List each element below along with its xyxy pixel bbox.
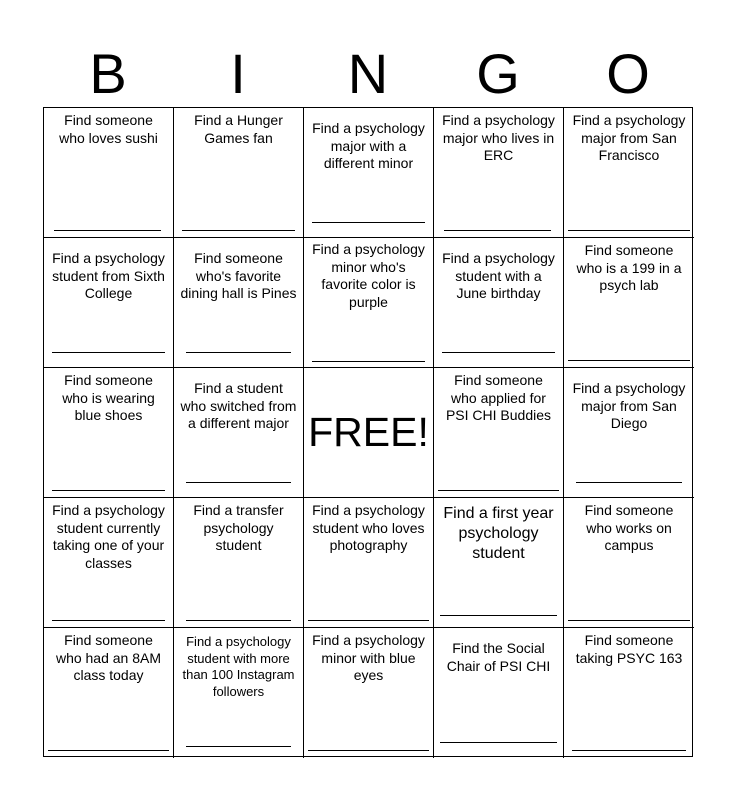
bingo-cell (564, 368, 694, 498)
cell-prompt-line: student from Sixth (52, 267, 165, 284)
cell-prompt-line: who applied for (451, 389, 546, 406)
cell-prompt-line: Find a first year (443, 505, 554, 522)
cell-prompt-line: Find a psychology (572, 380, 686, 396)
bingo-cell (44, 238, 174, 368)
cell-prompt-line: psych lab (599, 277, 659, 293)
cell-prompt (567, 632, 691, 667)
cell-prompt-line: Find a psychology (442, 112, 555, 128)
signature-line (442, 352, 555, 353)
bingo-cell (304, 368, 434, 498)
cell-prompt-line: student with more (187, 650, 290, 666)
signature-line (54, 230, 161, 231)
cell-prompt-line: ERC (483, 147, 514, 163)
cell-prompt-line: campus (604, 537, 654, 553)
cell-prompt-line: student (472, 545, 525, 562)
cell-prompt-line: Diego (610, 415, 648, 431)
cell-prompt-line: major who lives in (442, 129, 555, 146)
bingo-cell (304, 238, 434, 368)
signature-line (312, 222, 425, 223)
cell-prompt-line: major from San (581, 129, 677, 146)
signature-line (572, 750, 686, 751)
signature-line (444, 230, 551, 231)
cell-prompt-line: who switched from (180, 397, 297, 414)
cell-prompt-line: who had an 8AM (55, 649, 162, 666)
cell-prompt (567, 112, 691, 165)
cell-prompt-line: than 100 Instagram (182, 667, 295, 682)
cell-prompt (307, 632, 430, 685)
bingo-cell (44, 628, 174, 758)
cell-prompt-line: psychology (458, 525, 539, 542)
cell-prompt (47, 250, 170, 303)
cell-prompt (307, 502, 430, 555)
signature-line (576, 482, 682, 483)
bingo-cell (44, 368, 174, 498)
cell-prompt-line: Find a psychology (312, 502, 425, 518)
cell-prompt-line: eyes (353, 667, 384, 683)
cell-prompt-line: Find someone (584, 502, 674, 518)
cell-prompt (437, 504, 560, 564)
signature-line (438, 490, 559, 491)
signature-line (440, 615, 557, 616)
signature-line (568, 620, 690, 621)
cell-prompt-line: PSI CHI Buddies (445, 407, 552, 423)
bingo-cell (174, 238, 304, 368)
cell-prompt-line: Francisco (598, 147, 660, 163)
signature-line (48, 750, 169, 751)
cell-prompt-line: Games fan (204, 129, 273, 146)
cell-prompt-line: student with a (455, 267, 542, 284)
bingo-cell (434, 628, 564, 758)
signature-line (52, 490, 165, 491)
bingo-cell (174, 628, 304, 758)
cell-prompt-line: student who loves (312, 519, 425, 536)
bingo-cell (564, 628, 694, 758)
cell-prompt-line: student currently (56, 519, 161, 536)
cell-prompt-line: College (84, 285, 133, 301)
cell-prompt-line: who works on (586, 519, 672, 536)
signature-line (182, 230, 295, 231)
cell-prompt-line: major from San (581, 397, 677, 414)
cell-prompt (437, 250, 560, 303)
bingo-cell (564, 498, 694, 628)
cell-prompt-line: Find someone (64, 112, 153, 128)
cell-prompt-line: psychology (203, 519, 274, 536)
bingo-cell (174, 498, 304, 628)
cell-prompt-line: Find a Hunger (194, 112, 283, 128)
signature-line (186, 746, 291, 747)
cell-prompt (437, 372, 560, 425)
cell-prompt (177, 634, 300, 700)
bingo-header (43, 42, 693, 106)
header-letter-o: O (606, 42, 650, 105)
cell-prompt-line: Find a psychology (52, 502, 165, 518)
cell-prompt-line: Find a psychology (186, 634, 291, 649)
signature-line (440, 742, 557, 743)
bingo-cell (174, 108, 304, 238)
cell-prompt (437, 640, 560, 675)
cell-prompt (307, 241, 430, 311)
cell-prompt-line: Find a student (194, 380, 283, 396)
cell-prompt (437, 112, 560, 165)
cell-prompt-line: Find a psychology (312, 632, 425, 648)
cell-prompt-line: Find a psychology (312, 241, 425, 257)
cell-prompt-line: Find someone (584, 632, 674, 648)
cell-prompt-line: favorite color is (321, 276, 416, 292)
signature-line (52, 352, 165, 353)
cell-prompt (567, 380, 691, 433)
cell-prompt-line: classes (85, 554, 132, 571)
cell-prompt-line: a different major (188, 415, 289, 431)
cell-prompt-line: class today (73, 667, 144, 683)
bingo-cell (564, 108, 694, 238)
cell-prompt (177, 502, 300, 555)
cell-prompt-line: major with a (330, 137, 407, 154)
cell-prompt (47, 372, 170, 425)
cell-prompt-line: Find a psychology (442, 250, 555, 266)
cell-prompt-line: taking PSYC 163 (575, 649, 683, 666)
bingo-cell (434, 368, 564, 498)
bingo-cell (434, 498, 564, 628)
cell-prompt (177, 380, 300, 433)
bingo-cell (434, 238, 564, 368)
cell-prompt (47, 632, 170, 685)
cell-prompt-line: Find a psychology (312, 120, 425, 136)
cell-prompt (567, 502, 691, 555)
cell-prompt (177, 250, 300, 303)
signature-line (568, 360, 690, 361)
signature-line (568, 230, 690, 231)
cell-prompt-line: June birthday (456, 285, 541, 301)
bingo-card (43, 107, 693, 757)
cell-prompt (47, 112, 170, 147)
header-letter-i: I (230, 42, 246, 105)
signature-line (308, 750, 429, 751)
header-letter-n: N (347, 42, 389, 105)
signature-line (52, 620, 165, 621)
cell-prompt-line: followers (212, 683, 265, 699)
bingo-cell (304, 628, 434, 758)
signature-line (186, 482, 291, 483)
cell-prompt (307, 120, 430, 173)
cell-prompt-line: photography (329, 537, 408, 553)
cell-prompt-line: Find a transfer (193, 502, 284, 518)
bingo-cell (44, 498, 174, 628)
cell-prompt (47, 502, 170, 572)
bingo-cell (564, 238, 694, 368)
header-letter-g: G (476, 42, 520, 105)
cell-prompt-line: student (215, 537, 262, 553)
signature-line (308, 620, 429, 621)
signature-line (312, 361, 425, 362)
signature-line (186, 620, 291, 621)
cell-prompt-line: Find someone (64, 372, 153, 388)
cell-prompt-line: Find someone (454, 372, 543, 388)
bingo-cell (174, 368, 304, 498)
cell-prompt-line: Find someone (584, 242, 674, 258)
bingo-cell (44, 108, 174, 238)
cell-prompt-line: Find the Social (452, 640, 545, 656)
cell-prompt-line: Find a psychology (52, 250, 165, 266)
cell-prompt-line: who is a 199 in a (576, 259, 682, 276)
cell-prompt-line: different minor (323, 155, 414, 171)
free-space-label: FREE! (308, 409, 429, 455)
cell-prompt-line: Find someone (64, 632, 153, 648)
cell-prompt-line: Find someone (194, 250, 283, 266)
bingo-cell (304, 108, 434, 238)
bingo-cell (434, 108, 564, 238)
cell-prompt-line: purple (349, 293, 388, 310)
cell-prompt-line: taking one of your (52, 537, 165, 553)
cell-prompt-line: Chair of PSI CHI (446, 657, 551, 674)
cell-prompt-line: blue shoes (74, 407, 143, 423)
cell-prompt-line: who is wearing (62, 389, 155, 406)
bingo-cell (304, 498, 434, 628)
cell-prompt-line: who loves sushi (59, 129, 158, 146)
signature-line (186, 352, 291, 353)
header-letter-b: B (89, 42, 127, 105)
cell-prompt-line: who's favorite (195, 267, 282, 284)
cell-prompt (567, 242, 691, 295)
cell-prompt-line: minor who's (331, 258, 406, 275)
cell-prompt-line: dining hall is Pines (180, 285, 297, 301)
cell-prompt-line: minor with blue (321, 649, 416, 666)
cell-prompt-line: Find a psychology (572, 112, 686, 128)
cell-prompt (177, 112, 300, 147)
